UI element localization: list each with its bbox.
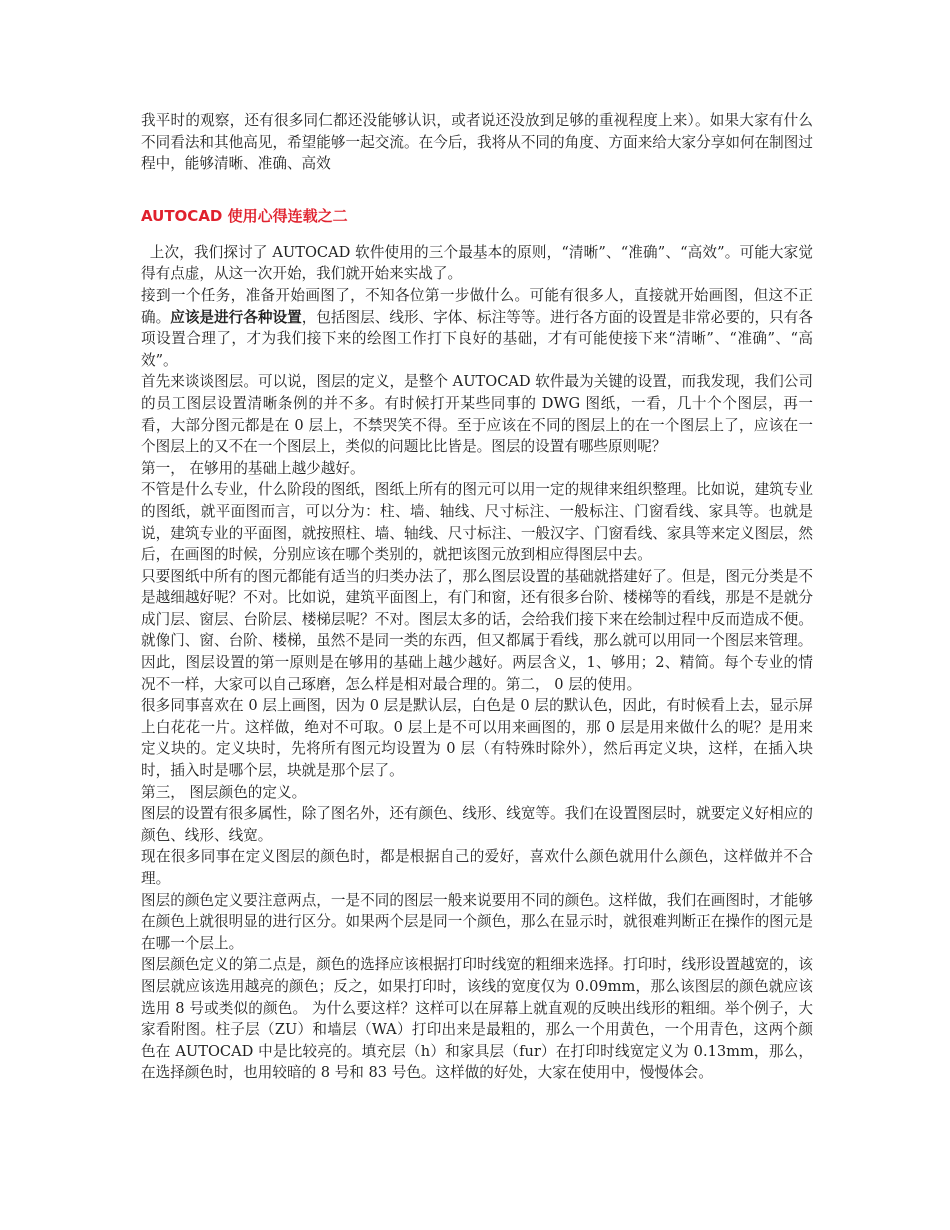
paragraph-2-bold-text: 应该是进行各种设置 — [170, 308, 302, 326]
paragraph-9: 第三， 图层颜色的定义。 — [141, 783, 307, 801]
paragraph-11: 现在很多同事在定义图层的颜色时，都是根据自己的爱好，喜欢什么颜色就用什么颜色，这样做并不合理。 — [141, 848, 813, 887]
paragraph-7: 因此，图层设置的第一原则是在够用的基础上越少越好。两层含义，1、够用；2、精简。每个专业的情况不一样，大家可以自己琢磨，怎么样是相对最合理的。第二， 0 层的使用。 — [141, 654, 813, 693]
paragraph-8: 很多同事喜欢在 0 层上画图，因为 0 层是默认层，白色是 0 层的默认色，因此，有时候看上去，显示屏上白花花一片。这样做，绝对不可取。0 层上是不可以用来画图的，那 0 层是用来做什么的呢？是用来定义块的。定义块时，先将所有图元均设置为 0 层（有特殊时除外），然后再定义块，这样，在插入块时，插入时是哪个层，块就是那个层了。 — [141, 697, 813, 780]
paragraph-5: 不管是什么专业，什么阶段的图纸，图纸上所有的图元可以用一定的规律来组织整理。比如说，建筑专业的图纸，就平面图而言，可以分为：柱、墙、轴线、尺寸标注、一般标注、门窗看线、家具等。也就是说，建筑专业的平面图，就按照柱、墙、轴线、尺寸标注、一般汉字、门窗看线、家具等来定义图层，然后，在画图的时候，分别应该在哪个类别的，就把该图元放到相应得图层中去。 — [141, 481, 813, 564]
intro-paragraph: 我平时的观察，还有很多同仁都还没能够认识，或者说还没放到足够的重视程度上来）。如果大家有什么不同看法和其他高见，希望能够一起交流。在今后，我将从不同的角度、方面来给大家分享如何在制图过程中，能够清晰、准确、高效 — [141, 112, 813, 173]
paragraph-4: 第一， 在够用的基础上越少越好。 — [141, 459, 365, 477]
paragraph-1: 上次，我们探讨了 AUTOCAD 软件使用的三个最基本的原则，“清晰”、“准确”、“高效”。可能大家觉得有点虚，从这一次开始，我们就开始来实战了。 — [141, 243, 813, 283]
paragraph-6: 只要图纸中所有的图元都能有适当的归类办法了，那么图层设置的基础就搭建好了。但是，图元分类是不是越细越好呢？不对。比如说，建筑平面图上，有门和窗，还有很多台阶、楼梯等的看线，那是不是就分成门层、窗层、台阶层、楼梯层呢？不对。图层太多的话，会给我们接下来在绘制过程中反而造成不便。就像门、窗、台阶、楼梯，虽然不是同一类的东西，但又都属于看线，那么就可以用同一个图层来管理。 — [141, 567, 813, 650]
paragraph-2 — [141, 285, 813, 371]
document-page — [141, 110, 813, 1084]
paragraph-12: 图层的颜色定义要注意两点，一是不同的图层一般来说要用不同的颜色。这样做，我们在画图时，才能够在颜色上就很明显的进行区分。如果两个层是同一个颜色，那么在显示时，就很难判断正在操作的图元是在哪一个层上。 — [141, 891, 813, 952]
paragraph-2-text-a: 接到一个任务，准备开始画图了，不知各位第一步做什么。可能有很多人，直接就开始画图，但这不正确。 — [141, 286, 813, 326]
paragraph-3: 首先来谈谈图层。可以说，图层的定义，是整个 AUTOCAD 软件最为关键的设置，而我发现，我们公司的员工图层设置清晰条例的并不多。有时候打开某些同事的 DWG 图纸，一看，几十个个图层，再一看，大部分图元都是在 0 层上，不禁哭笑不得。至于应该在不同的图层上的在一个图层上了，应该在一个图层上的又不在一个图层上，类似的问题比比皆是。图层的设置有哪些原则呢？ — [141, 373, 813, 456]
paragraph-10: 图层的设置有很多属性，除了图名外，还有颜色、线形、线宽等。我们在设置图层时，就要定义好相应的颜色、线形、线宽。 — [141, 805, 813, 844]
paragraph-13: 图层颜色定义的第二点是，颜色的选择应该根据打印时线宽的粗细来选择。打印时，线形设置越宽的，该图层就应该选用越亮的颜色；反之，如果打印时，该线的宽度仅为 0.09mm，那么该图层的颜色就应该选用 8 号或类似的颜色。 为什么要这样？这样可以在屏幕上就直观的反映出线形的粗细。举个例子，大家看附图。柱子层（ZU）和墙层（WA）打印出来是最粗的，那么一个用黄色，一个用青色，这两个颜色在 AUTOCAD 中是比较亮的。填充层（h）和家具层（fur）在打印时线宽定义为 0.13mm，那么，在选择颜色时，也用较暗的 8 号和 83 号色。这样做的好处，大家在使用中，慢慢体会。 — [141, 956, 813, 1082]
section-heading: AUTOCAD 使用心得连载之二 — [141, 206, 348, 225]
paragraph-2-text-b: ，包括图层、线形、字体、标注等等。进行各方面的设置是非常必要的，只有各项设置合理了，才为我们接下来的绘图工作打下良好的基础，才有可能使接下来“清晰”、“准确”、“高效”。 — [141, 308, 813, 369]
